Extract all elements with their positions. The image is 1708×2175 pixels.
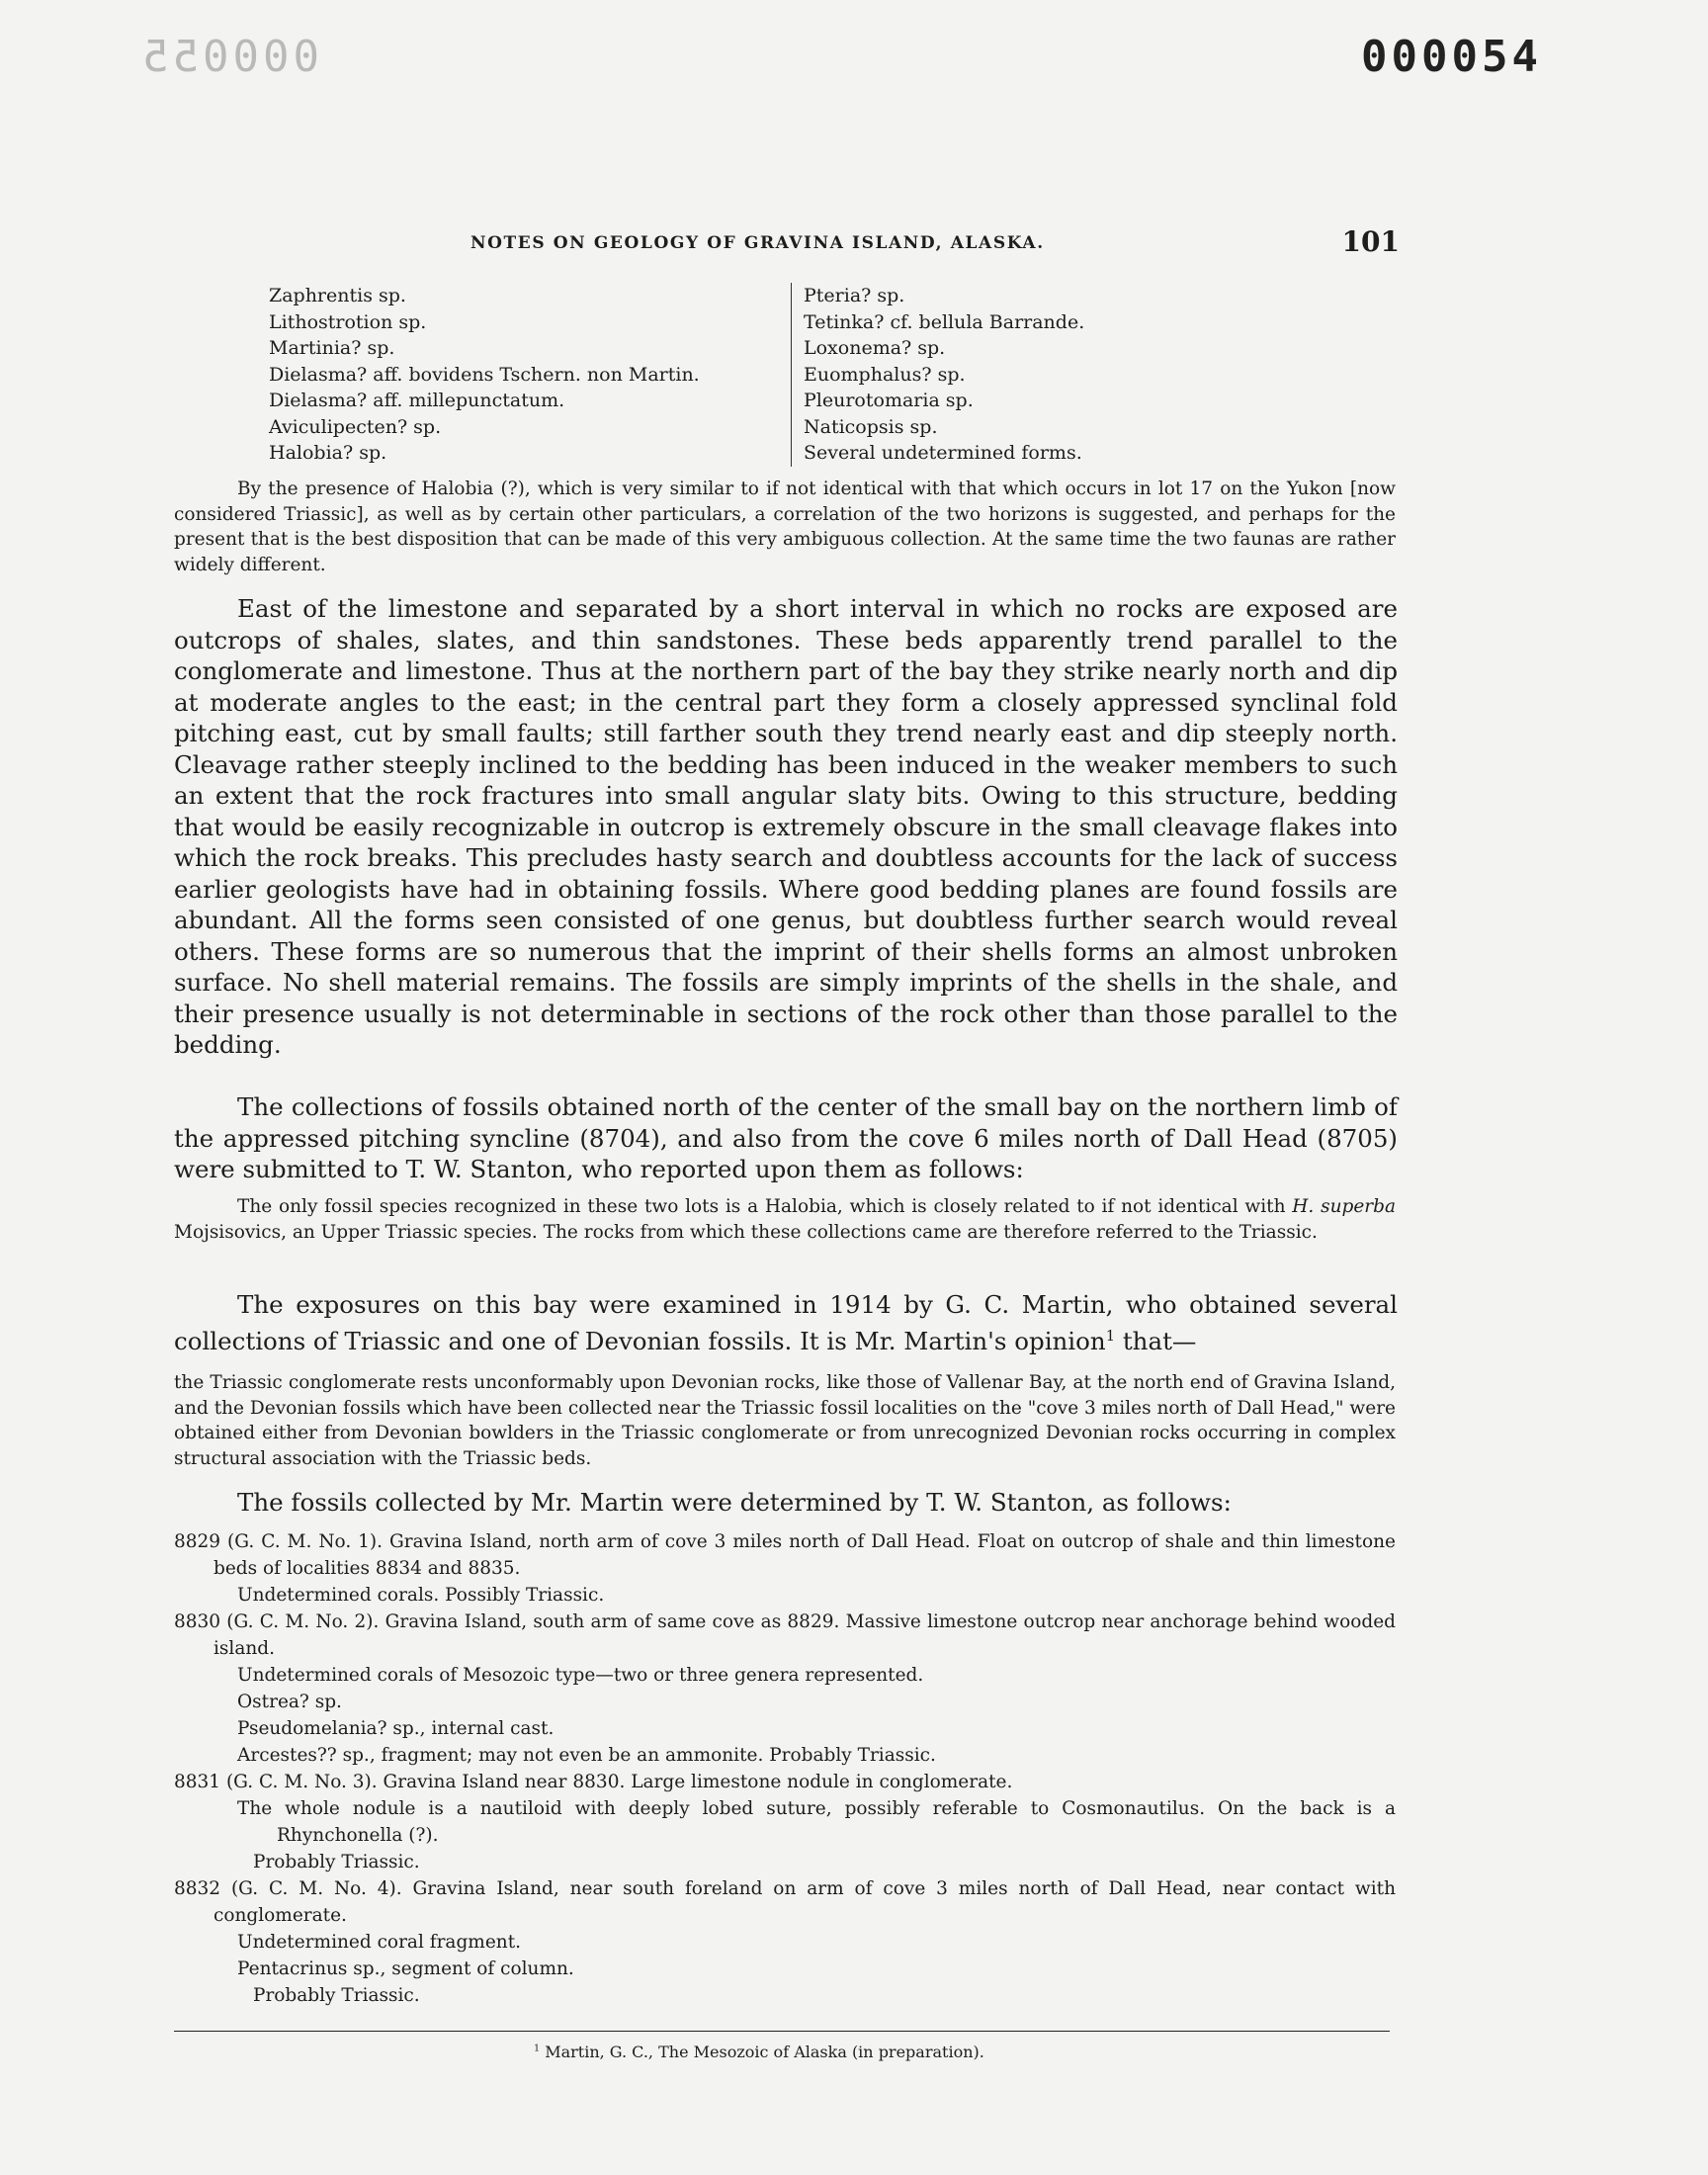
exposures-tail: that—: [1115, 1326, 1197, 1355]
species-item: Pleurotomaria sp.: [804, 390, 974, 411]
species-item: Dielasma? aff. millepunctatum.: [269, 390, 565, 411]
lot-item: Probably Triassic.: [253, 1985, 420, 2006]
species-name-italic: H. superba: [1292, 1196, 1397, 1217]
species-item: Tetinka? cf. bellula Barrande.: [804, 310, 1085, 333]
lot-item: Arcestes?? sp., fragment; may not even be an ammonite. Probably Triassic.: [237, 1745, 936, 1766]
fossil-lot-list: [174, 1528, 1396, 2009]
lot-item: Undetermined corals. Possibly Triassic.: [237, 1585, 605, 1606]
lot-8830-heading: 8830 (G. C. M. No. 2). Gravina Island, south arm of same cove as 8829. Massive limestone outcrop near anchorage behind wooded island.: [174, 1611, 1396, 1659]
lot-8831-heading: 8831 (G. C. M. No. 3). Gravina Island near 8830. Large limestone nodule in conglomerate.: [174, 1772, 1013, 1792]
species-list: [269, 283, 1257, 471]
lot-item: Probably Triassic.: [253, 1852, 420, 1872]
species-item: Pteria? sp.: [804, 285, 905, 306]
lot-item: Ostrea? sp.: [237, 1692, 342, 1712]
species-item: Several undetermined forms.: [804, 442, 1082, 464]
lot-item: Undetermined corals of Mesozoic type—two or three genera represented.: [237, 1665, 924, 1686]
species-item: Lithostrotion sp.: [269, 310, 427, 333]
stanton-quote: [174, 1194, 1396, 1245]
martin-quote: the Triassic conglomerate rests unconformably upon Devonian rocks, like those of Vallenar Bay, at the north end of Gravina Island, and the Devonian fossils which have been collected near the Triassic fossil localities on the "cove 3 miles north of Dall Head," were obtained either from Devonian bowlders in the Triassic conglomerate or from unrecognized Devonian rocks occurring in complex structural association with the Triassic beds.: [174, 1372, 1396, 1469]
species-column-left: [269, 283, 783, 467]
stanton-quote-post: Mojsisovics, an Upper Triassic species. The rocks from which these collections came are therefore referred to the Triassic.: [174, 1221, 1318, 1243]
footnote-text: Martin, G. C., The Mesozoic of Alaska (in preparation).: [540, 2043, 984, 2061]
lot-item: The whole nodule is a nautiloid with deeply lobed suture, possibly referable to Cosmonautilus. On the back is a Rhynchonella (?).: [237, 1798, 1396, 1846]
footnote-marker: 1: [534, 2043, 541, 2054]
species-item: Martinia? sp.: [269, 337, 395, 359]
species-item: Dielasma? aff. bovidens Tschern. non Martin.: [269, 363, 700, 386]
lot-item: Pseudomelania? sp., internal cast.: [237, 1718, 555, 1739]
running-header: [174, 225, 1400, 265]
exposures-text: The exposures on this bay were examined in 1914 by G. C. Martin, who obtained several collections of Triassic and one of Devonian fossils. It is Mr. Martin's opinion: [174, 1290, 1398, 1355]
species-item: Aviculipecten? sp.: [269, 415, 442, 438]
lot-item: Undetermined coral fragment.: [237, 1932, 522, 1953]
exposures-paragraph: [174, 1289, 1398, 1356]
stanton-quote-pre: The only fossil species recognized in these two lots is a Halobia, which is closely related to if not identical with: [237, 1196, 1293, 1217]
footnote-rule: [174, 2031, 1390, 2032]
species-item: Loxonema? sp.: [804, 337, 946, 359]
lot-item: Pentacrinus sp., segment of column.: [237, 1958, 574, 1979]
species-column-right: [791, 283, 1258, 467]
species-item: Euomphalus? sp.: [804, 363, 966, 386]
halobia-paragraph: By the presence of Halobia (?), which is very similar to if not identical with that which occurs in lot 17 on the Yukon [now considered Triassic], as well as by certain other particulars, a correlation of the two horizons is suggested, and perhaps for the present that is the best disposition that can be made of this very ambiguous collection. At the same time the two faunas are rather widely different.: [174, 478, 1396, 575]
page-number: 101: [1341, 225, 1400, 258]
fossils-intro: The fossils collected by Mr. Martin were determined by T. W. Stanton, as follows:: [237, 1488, 1232, 1517]
lot-8829-heading: 8829 (G. C. M. No. 1). Gravina Island, north arm of cove 3 miles north of Dall Head. Float on outcrop of shale and thin limestone beds of localities 8834 and 8835.: [174, 1531, 1396, 1579]
species-item: Halobia? sp.: [269, 442, 387, 464]
footnote: [534, 2043, 984, 2061]
species-item: Naticopsis sp.: [804, 415, 938, 438]
stamp-number: 000054: [1361, 32, 1542, 82]
collections-paragraph: The collections of fossils obtained north of the center of the small bay on the northern limb of the appressed pitching syncline (8704), and also from the cove 6 miles north of Dall Head (8705) were submitted to T. W. Stanton, who reported upon them as follows:: [174, 1092, 1398, 1183]
running-title: NOTES ON GEOLOGY OF GRAVINA ISLAND, ALASKA.: [470, 233, 1045, 253]
east-of-limestone-paragraph: East of the limestone and separated by a short interval in which no rocks are exposed are outcrops of shales, slates, and thin sandstones. These beds apparently trend parallel to the conglomerate and limestone. Thus at the northern part of the bay they strike nearly north and dip at moderate angles to the east; in the central part they form a closely appressed synclinal fold pitching east, cut by small faults; still farther south they trend nearly east and dip steeply north. Cleavage rather steeply inclined to the bedding has been induced in the weaker members to such an extent that the rock fractures into small angular slaty bits. Owing to this structure, bedding that would be easily recognizable in outcrop is extremely obscure in the small cleavage flakes into which the rock breaks. This precludes hasty search and doubtless accounts for the lack of success earlier geologists have had in obtaining fossils. Where good bedding planes are found fossils are abundant. All the forms seen consisted of one genus, but doubtless further search would reveal others. These forms are so numerous that the imprint of their shells forms an almost unbroken surface. No shell material remains. The fossils are simply imprints of the shells in the shale, and their presence usually is not determinable in sections of the rock other than those parallel to the bedding.: [174, 594, 1398, 1059]
species-item: Zaphrentis sp.: [269, 285, 406, 306]
footnote-ref: 1: [1105, 1327, 1116, 1345]
ghost-stamp-number: 000055: [138, 32, 319, 82]
lot-8832-heading: 8832 (G. C. M. No. 4). Gravina Island, near south foreland on arm of cove 3 miles north of Dall Head, near contact with conglomerate.: [174, 1878, 1396, 1926]
